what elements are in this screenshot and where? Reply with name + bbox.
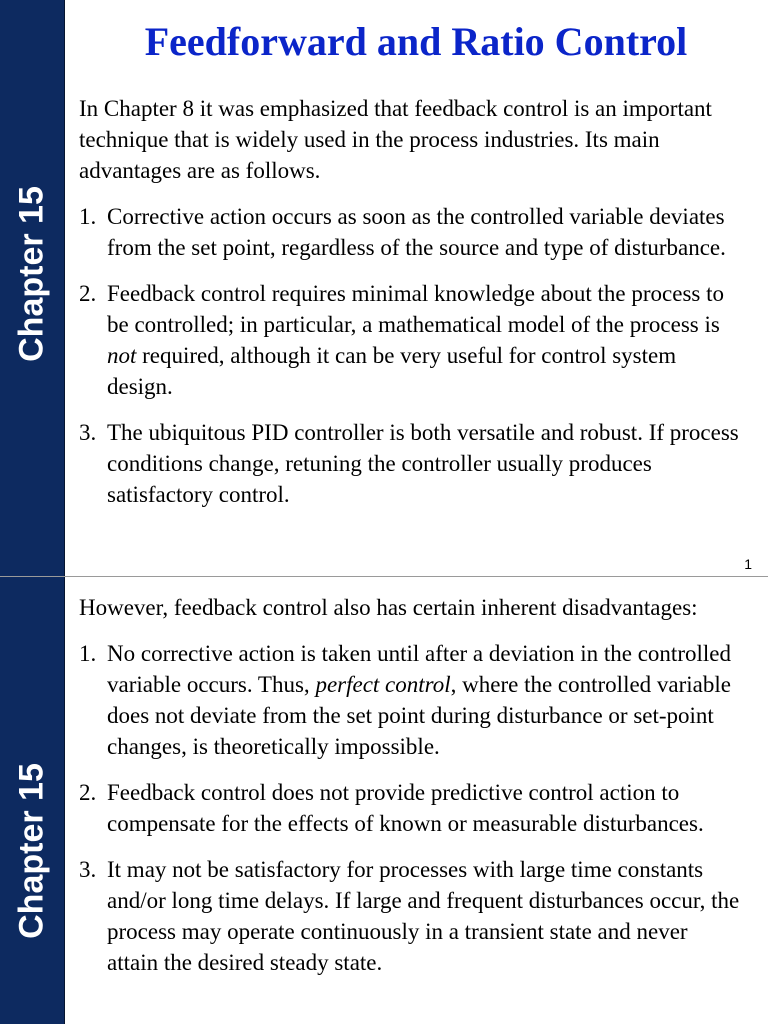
slide-content xyxy=(79,93,744,525)
item-text-end: , where the controlled variable does not deviate from the set point during disturbance or set-point changes, is theoretically impossible. xyxy=(107,672,731,759)
disadvantages-list xyxy=(79,638,744,978)
item-text-end: required, although it can be very useful for control system design. xyxy=(107,343,677,399)
list-item xyxy=(79,854,744,978)
slide-title: Feedforward and Ratio Control xyxy=(144,19,688,64)
item-number: 1. xyxy=(79,641,97,666)
chapter-label: Chapter 15 xyxy=(12,763,51,939)
item-text: Feedback control does not provide predictive control action to compensate for the effects of known or measurable disturbances. xyxy=(107,780,704,836)
list-item xyxy=(79,201,744,263)
list-item xyxy=(79,777,744,839)
slide-2 xyxy=(0,577,768,1024)
item-text: The ubiquitous PID controller is both versatile and robust. If process conditions change, retuning the controller usually produces satisfactory control. xyxy=(107,420,739,507)
page-number: 1 xyxy=(744,556,752,572)
item-text-start: Feedback control requires minimal knowledge about the process to be controlled; in particular, a mathematical model of the process is xyxy=(107,281,724,337)
item-number: 2. xyxy=(79,780,97,805)
chapter-sidebar xyxy=(0,577,65,1024)
slide-content xyxy=(79,592,744,993)
chapter-sidebar xyxy=(0,0,65,576)
item-text: It may not be satisfactory for processes with large time constants and/or long time delays. If large and frequent disturbances occur, the process may operate continuously in a transient state and never attain the desired steady state. xyxy=(107,857,740,975)
advantages-list xyxy=(79,201,744,510)
item-number: 1. xyxy=(79,204,97,229)
intro-paragraph: In Chapter 8 it was emphasized that feedback control is an important technique that is widely used in the process industries. Its main advantages are as follows. xyxy=(79,96,712,183)
intro-paragraph: However, feedback control also has certain inherent disadvantages: xyxy=(79,595,698,620)
item-number: 3. xyxy=(79,420,97,445)
item-text: Corrective action occurs as soon as the controlled variable deviates from the set point, regardless of the source and type of disturbance. xyxy=(107,204,726,260)
item-emphasis: not xyxy=(107,343,137,368)
item-emphasis: perfect control xyxy=(315,672,451,697)
item-text-start: No corrective action is taken until after a deviation in the controlled variable occurs. Thus, xyxy=(107,641,731,697)
chapter-label: Chapter 15 xyxy=(12,186,51,362)
item-number: 2. xyxy=(79,281,97,306)
list-item xyxy=(79,417,744,510)
item-number: 3. xyxy=(79,857,97,882)
list-item xyxy=(79,638,744,762)
list-item xyxy=(79,278,744,402)
